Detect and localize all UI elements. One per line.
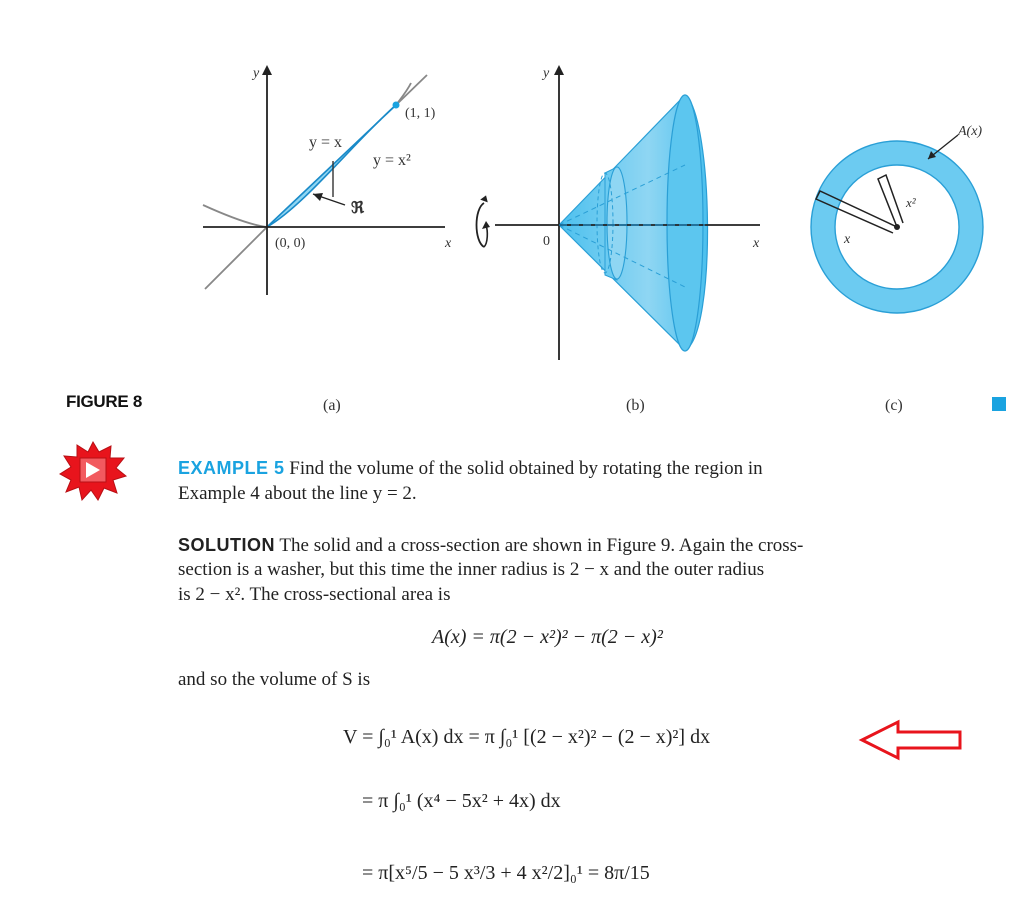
video-play-badge-icon[interactable] — [58, 440, 128, 502]
example-statement-1: Find the volume of the solid obtained by rotating the region in — [289, 458, 763, 479]
solution-text-1: The solid and a cross-section are shown in Figure 9. Again the cross- — [279, 535, 804, 556]
rotation-arrow-icon — [470, 195, 494, 255]
solution-line-1 — [178, 533, 998, 558]
figure-panel-b — [495, 55, 785, 370]
x-axis-label: x — [445, 236, 452, 251]
curve-line-label: y = x — [309, 134, 343, 151]
solution-line-2: section is a washer, but this time the inner radius is 2 − x and the outer radius — [178, 559, 765, 580]
figure-panel-a — [195, 55, 465, 300]
region-label: ℜ — [351, 200, 365, 217]
area-label: A(x) — [958, 124, 983, 139]
caption-c: (c) — [885, 397, 903, 414]
y-axis-label: y — [543, 66, 550, 81]
line-lower-extension — [205, 227, 267, 289]
example-statement-line-1 — [178, 456, 998, 481]
y-axis-arrow-icon — [262, 65, 272, 75]
volume-equation-line-3: = π[x⁵/5 − 5 x³/3 + 4 x²/2]₀¹ = 8π/15 — [362, 862, 650, 884]
solid-base-ellipse — [667, 95, 703, 351]
solution-label: SOLUTION — [178, 535, 275, 555]
parabola-left-branch — [203, 205, 267, 227]
figure-label: FIGURE 8 — [66, 392, 143, 411]
y-axis-arrow-icon — [554, 65, 564, 75]
point-1-1 — [393, 102, 400, 109]
example-title: EXAMPLE 5 — [178, 458, 285, 478]
curve-parabola-label: y = x² — [373, 152, 411, 169]
x-axis-label: x — [753, 236, 760, 251]
origin-label: 0 — [543, 234, 550, 249]
washer-slice-front — [607, 167, 627, 279]
region-pointer-arrow-head-icon — [313, 193, 323, 201]
center-point — [894, 224, 900, 230]
area-formula: A(x) = π(2 − x²)² − π(2 − x)² — [432, 626, 663, 648]
figure-panel-c — [800, 115, 1005, 330]
line-upper-extension — [396, 75, 427, 105]
inner-radius-label: x² — [906, 195, 916, 210]
caption-b: (b) — [626, 397, 645, 414]
origin-label: (0, 0) — [275, 236, 306, 251]
outer-radius-label: x — [844, 232, 851, 247]
volume-equation-line-2: = π ∫₀¹ (x⁴ − 5x² + 4x) dx — [362, 790, 561, 812]
volume-equation-line-1: V = ∫₀¹ A(x) dx = π ∫₀¹ [(2 − x²)² − (2 − x)²] dx — [343, 726, 711, 748]
example-statement-line-2: Example 4 about the line y = 2. — [178, 483, 417, 504]
end-of-figure-square-icon — [992, 397, 1006, 411]
caption-a: (a) — [323, 397, 341, 414]
y-axis-label: y — [253, 66, 260, 81]
point-top-label: (1, 1) — [405, 106, 436, 121]
volume-intro: and so the volume of S is — [178, 669, 371, 690]
red-pointer-arrow-icon — [858, 718, 966, 762]
solution-line-3: is 2 − x². The cross-sectional area is — [178, 584, 451, 605]
parabola-upper-extension — [396, 83, 411, 105]
